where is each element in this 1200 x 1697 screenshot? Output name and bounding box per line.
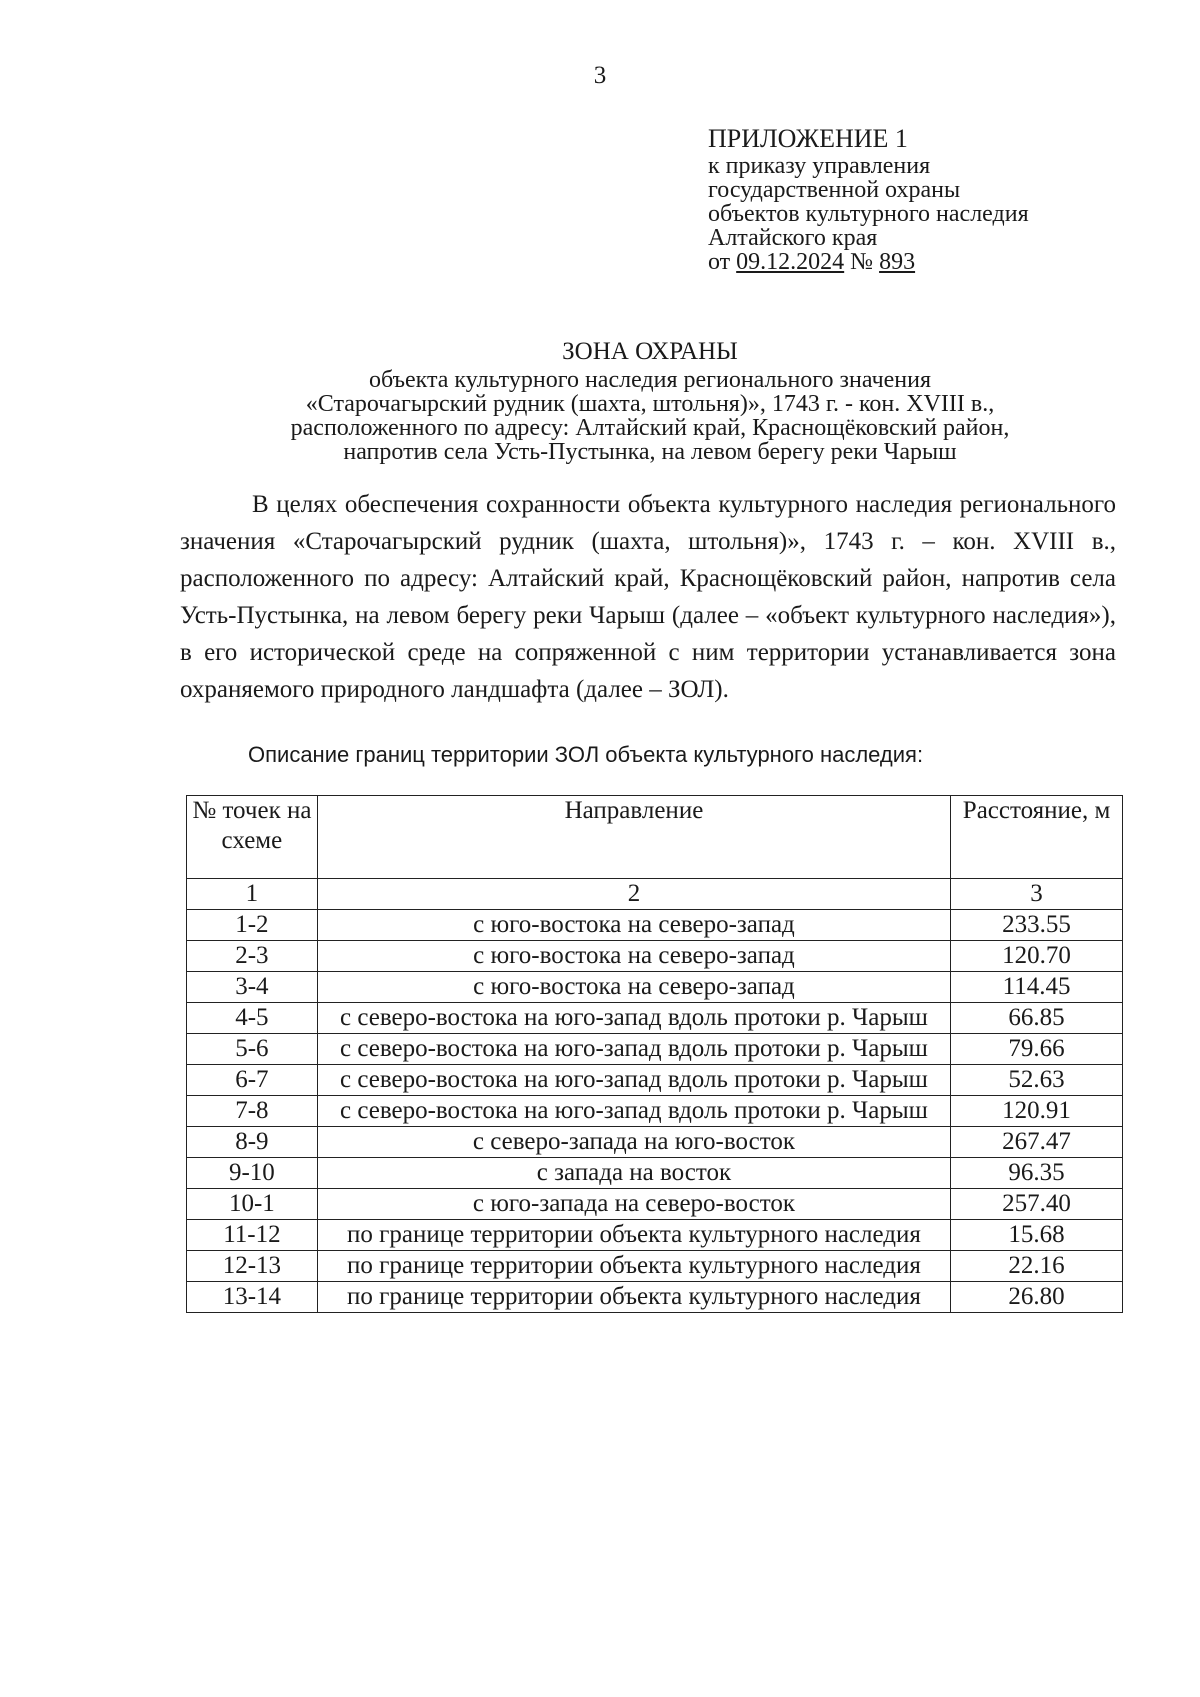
cell-points: 7-8 xyxy=(187,1096,318,1127)
cell-direction: с запада на восток xyxy=(317,1158,950,1189)
cell-direction: по границе территории объекта культурного наследия xyxy=(317,1220,950,1251)
cell-direction: по границе территории объекта культурного наследия xyxy=(317,1251,950,1282)
cell-points: 1-2 xyxy=(187,910,318,941)
cell-distance: 52.63 xyxy=(951,1065,1123,1096)
cell-distance: 114.45 xyxy=(951,972,1123,1003)
cell-direction: с юго-запада на северо-восток xyxy=(317,1189,950,1220)
table-row xyxy=(187,1251,1123,1282)
order-number: 893 xyxy=(879,249,916,275)
table-row xyxy=(187,1034,1123,1065)
cell-distance: 15.68 xyxy=(951,1220,1123,1251)
cell-direction: с северо-востока на юго-запад вдоль протоки р. Чарыш xyxy=(317,1003,950,1034)
heading-line: напротив села Усть-Пустынка, на левом берегу реки Чарыш xyxy=(343,439,957,465)
heading-line: объекта культурного наследия регионального значения xyxy=(368,367,932,393)
table-row xyxy=(187,1158,1123,1189)
table-header-row xyxy=(187,796,1123,879)
cell-direction: с юго-востока на северо-запад xyxy=(317,941,950,972)
cell-points: 2-3 xyxy=(187,941,318,972)
zone-heading xyxy=(150,336,1150,464)
appendix-block xyxy=(708,124,1029,274)
cell-points: 5-6 xyxy=(187,1034,318,1065)
appendix-order-line xyxy=(708,250,1029,274)
intro-paragraph: В целях обеспечения сохранности объекта культурного наследия регионального значения «Старочагырский рудник (шахта, штольня)», 1743 г. – кон. XVIII в., расположенного по адресу: Алтайский край, Краснощёковский район, напротив села Усть-Пустынка, на левом берегу реки Чарыш (далее – «объект культурного наследия»), в его исторической среде на сопряженной с ним территории устанавливается зона охраняемого природного ландшафта (далее – ЗОЛ). xyxy=(180,491,1116,703)
table-row xyxy=(187,1096,1123,1127)
zone-title: ЗОНА ОХРАНЫ xyxy=(562,338,738,365)
cell-direction: с северо-запада на юго-восток xyxy=(317,1127,950,1158)
header-distance: Расстояние, м xyxy=(951,796,1123,879)
column-number: 1 xyxy=(187,879,318,910)
cell-distance: 96.35 xyxy=(951,1158,1123,1189)
cell-points: 3-4 xyxy=(187,972,318,1003)
order-from-label: от xyxy=(708,249,731,275)
appendix-line: к приказу управления xyxy=(708,153,931,179)
order-date: 09.12.2024 xyxy=(736,249,845,275)
cell-points: 4-5 xyxy=(187,1003,318,1034)
table-caption: Описание границ территории ЗОЛ объекта культурного наследия: xyxy=(248,742,924,767)
cell-points: 11-12 xyxy=(187,1220,318,1251)
cell-distance: 66.85 xyxy=(951,1003,1123,1034)
table-row xyxy=(187,1189,1123,1220)
order-number-sign: № xyxy=(850,249,874,275)
cell-distance: 233.55 xyxy=(951,910,1123,941)
cell-direction: с юго-востока на северо-запад xyxy=(317,910,950,941)
table-row xyxy=(187,910,1123,941)
cell-direction: по границе территории объекта культурного наследия xyxy=(317,1282,950,1313)
table-row xyxy=(187,941,1123,972)
column-number-row xyxy=(187,879,1123,910)
cell-points: 8-9 xyxy=(187,1127,318,1158)
heading-line: расположенного по адресу: Алтайский край, Краснощёковский район, xyxy=(290,415,1010,441)
table-row xyxy=(187,1282,1123,1313)
heading-line: «Старочагырский рудник (шахта, штольня)», 1743 г. - кон. XVIII в., xyxy=(305,391,995,417)
cell-direction: с северо-востока на юго-запад вдоль протоки р. Чарыш xyxy=(317,1065,950,1096)
cell-direction: с северо-востока на юго-запад вдоль протоки р. Чарыш xyxy=(317,1034,950,1065)
cell-distance: 267.47 xyxy=(951,1127,1123,1158)
cell-distance: 120.91 xyxy=(951,1096,1123,1127)
page-number: 3 xyxy=(593,62,607,89)
appendix-line: государственной охраны xyxy=(708,177,961,203)
cell-points: 9-10 xyxy=(187,1158,318,1189)
cell-direction: с северо-востока на юго-запад вдоль протоки р. Чарыш xyxy=(317,1096,950,1127)
appendix-line: Алтайского края xyxy=(708,225,878,251)
column-number: 2 xyxy=(317,879,950,910)
appendix-title: ПРИЛОЖЕНИЕ 1 xyxy=(708,124,908,153)
cell-points: 10-1 xyxy=(187,1189,318,1220)
cell-distance: 79.66 xyxy=(951,1034,1123,1065)
appendix-line: объектов культурного наследия xyxy=(708,201,1029,227)
column-number: 3 xyxy=(951,879,1123,910)
boundary-table xyxy=(186,795,1123,1313)
table-row xyxy=(187,1065,1123,1096)
table-body xyxy=(187,910,1123,1313)
cell-distance: 257.40 xyxy=(951,1189,1123,1220)
cell-direction: с юго-востока на северо-запад xyxy=(317,972,950,1003)
cell-distance: 26.80 xyxy=(951,1282,1123,1313)
table-row xyxy=(187,1220,1123,1251)
header-points: № точек на схеме xyxy=(187,796,318,879)
cell-points: 12-13 xyxy=(187,1251,318,1282)
cell-points: 13-14 xyxy=(187,1282,318,1313)
table-row xyxy=(187,1003,1123,1034)
table-row xyxy=(187,972,1123,1003)
cell-distance: 22.16 xyxy=(951,1251,1123,1282)
cell-points: 6-7 xyxy=(187,1065,318,1096)
header-direction: Направление xyxy=(317,796,950,879)
cell-distance: 120.70 xyxy=(951,941,1123,972)
table-row xyxy=(187,1127,1123,1158)
